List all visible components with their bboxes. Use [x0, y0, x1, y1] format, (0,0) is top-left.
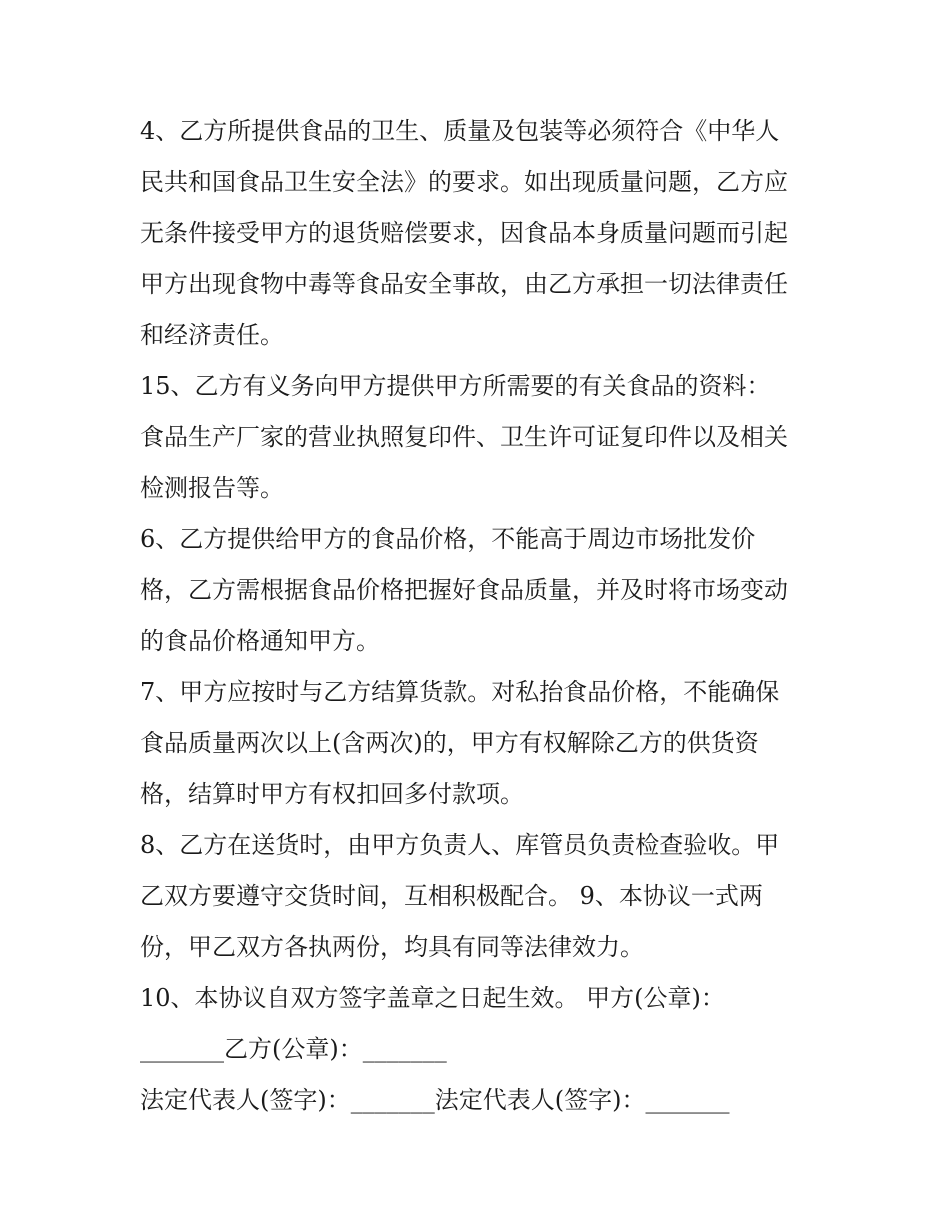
text-line-11: 的食品价格通知甲方。: [140, 627, 380, 655]
text-line-2: 民共和国食品卫生安全法》的要求。如出现质量问题，乙方应: [140, 168, 788, 196]
text-line-16: 乙双方要遵守交货时间，互相积极配合。 9、本协议一式两: [140, 882, 763, 910]
text-line-12: 7、甲方应按时与乙方结算货款。对私抬食品价格，不能确保: [140, 678, 780, 706]
text-line-7: 食品生产厂家的营业执照复印件、卫生许可证复印件以及相关: [140, 423, 788, 451]
text-line-9: 6、乙方提供给甲方的食品价格，不能高于周边市场批发价: [140, 525, 756, 553]
text-line-5: 和经济责任。: [140, 321, 284, 349]
signature-line-representatives: 法定代表人(签字)：_______法定代表人(签字)：_______: [140, 1086, 730, 1114]
text-line-1: 4、乙方所提供食品的卫生、质量及包装等必须符合《中华人: [140, 117, 780, 145]
text-line-3: 无条件接受甲方的退货赔偿要求，因食品本身质量问题而引起: [140, 219, 788, 247]
signature-line-seals: _______乙方(公章)：_______: [140, 1035, 447, 1063]
text-line-18: 10、本协议自双方签字盖章之日起生效。 甲方(公章)：: [140, 984, 725, 1012]
text-line-10: 格，乙方需根据食品价格把握好食品质量，并及时将市场变动: [140, 576, 788, 604]
text-line-6: 15、乙方有义务向甲方提供甲方所需要的有关食品的资料：: [140, 372, 771, 400]
text-line-13: 食品质量两次以上(含两次)的，甲方有权解除乙方的供货资: [140, 729, 759, 757]
contract-body: [140, 106, 820, 1126]
text-line-14: 格，结算时甲方有权扣回多付款项。: [140, 780, 524, 808]
text-line-15: 8、乙方在送货时，由甲方负责人、库管员负责检查验收。甲: [140, 831, 780, 859]
text-line-8: 检测报告等。: [140, 474, 284, 502]
text-line-17: 份，甲乙双方各执两份，均具有同等法律效力。: [140, 933, 644, 961]
text-line-4: 甲方出现食物中毒等食品安全事故，由乙方承担一切法律责任: [140, 270, 788, 298]
